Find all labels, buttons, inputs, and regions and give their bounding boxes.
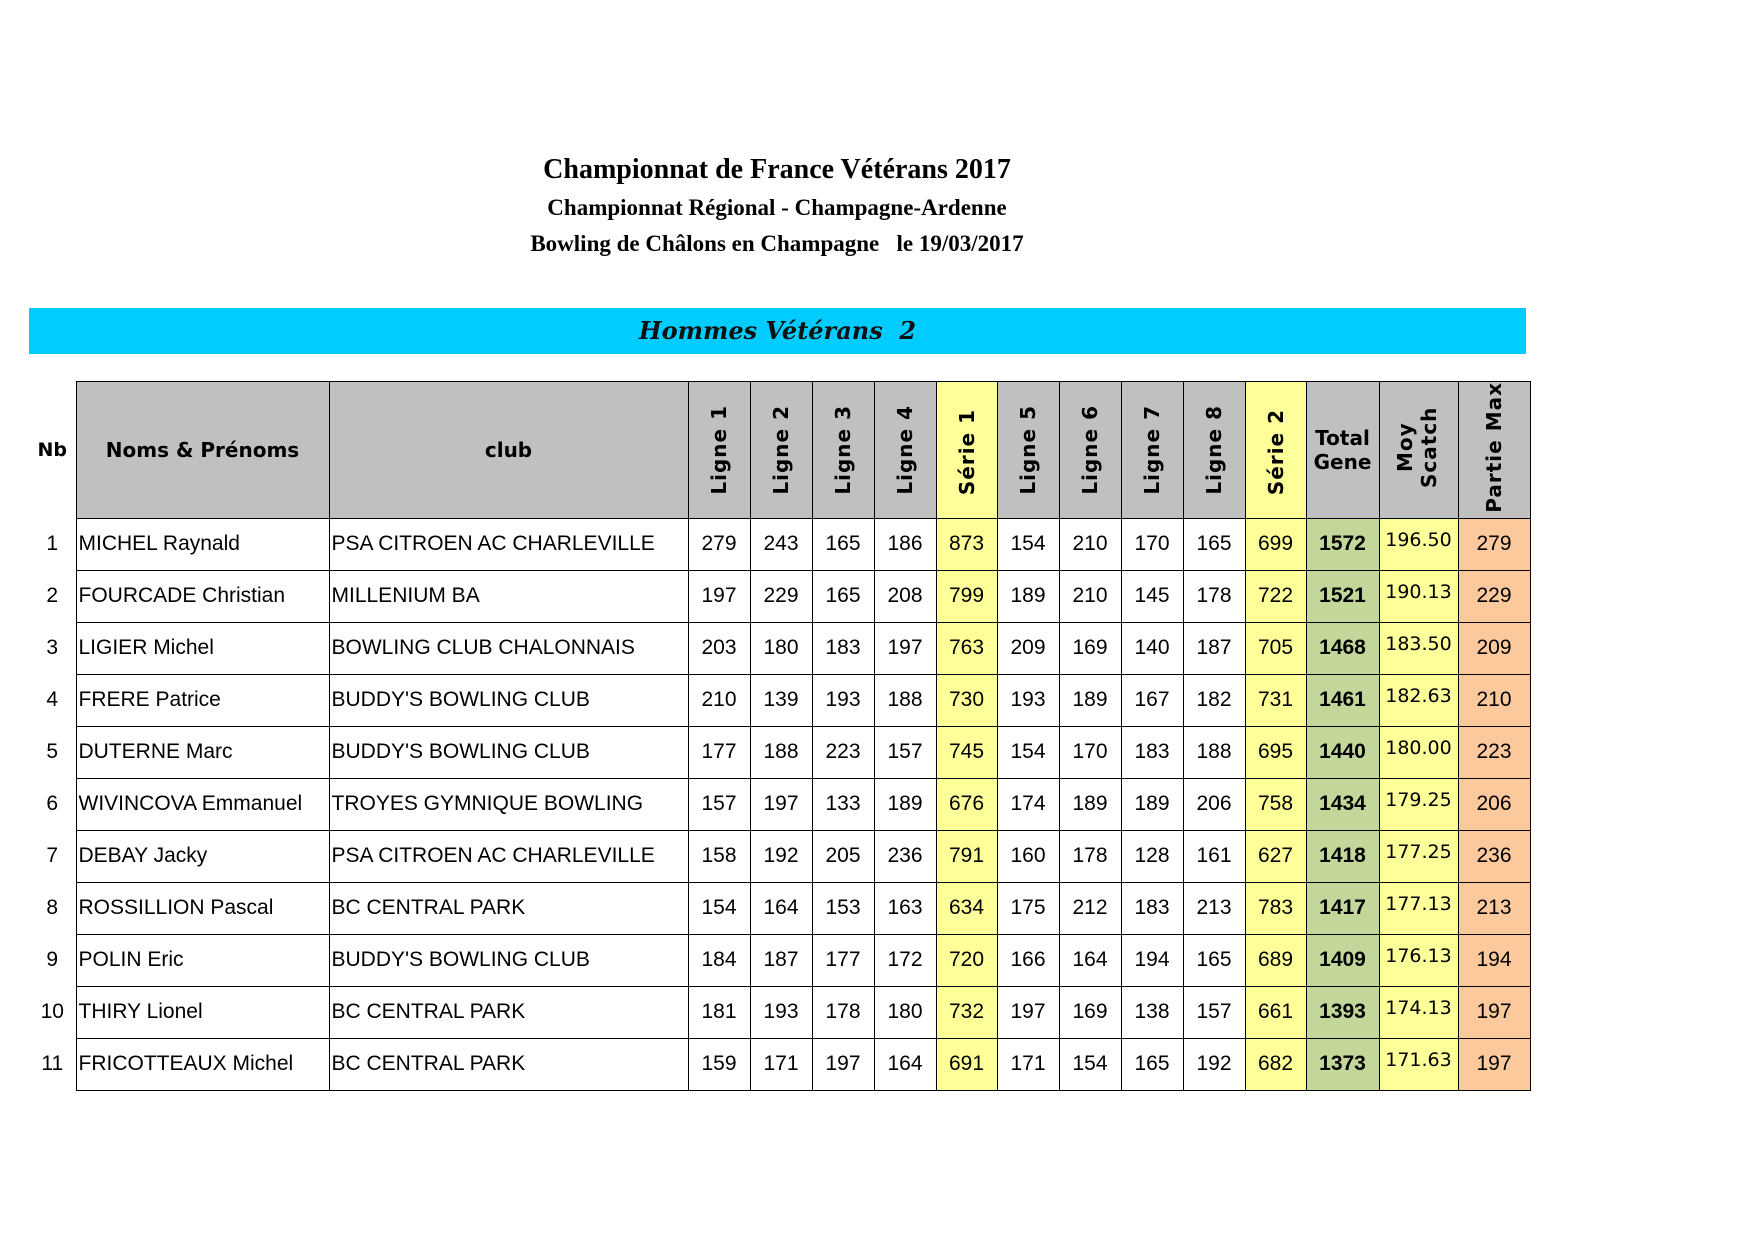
ligne-5-cell: 166 — [997, 934, 1059, 986]
ligne-7-cell: 145 — [1121, 570, 1183, 622]
table-header-row — [29, 382, 1530, 519]
serie-1-cell: 732 — [936, 986, 997, 1038]
partie-max-cell: 223 — [1458, 726, 1530, 778]
club-cell: BUDDY'S BOWLING CLUB — [329, 934, 688, 986]
name-cell: FRERE Patrice — [76, 674, 329, 726]
partie-max-cell: 210 — [1458, 674, 1530, 726]
ligne-3-cell: 205 — [812, 830, 874, 882]
moy-scratch-cell: 176.13 — [1379, 934, 1458, 986]
col-header-ligne-8: Ligne 8 — [1183, 382, 1245, 519]
serie-1-cell: 799 — [936, 570, 997, 622]
ligne-6-cell: 189 — [1059, 778, 1121, 830]
ligne-3-cell: 193 — [812, 674, 874, 726]
table-row — [29, 726, 1530, 778]
col-header-ligne-2: Ligne 2 — [750, 382, 812, 519]
ligne-6-cell: 210 — [1059, 570, 1121, 622]
ligne-7-cell: 140 — [1121, 622, 1183, 674]
total-cell: 1373 — [1306, 1038, 1379, 1090]
partie-max-cell: 229 — [1458, 570, 1530, 622]
ligne-3-cell: 165 — [812, 570, 874, 622]
page-title: Championnat de France Vétérans 2017 — [543, 154, 1011, 185]
serie-2-cell: 783 — [1245, 882, 1306, 934]
total-cell: 1434 — [1306, 778, 1379, 830]
ligne-3-cell: 153 — [812, 882, 874, 934]
ligne-1-cell: 157 — [688, 778, 750, 830]
rank-cell: 10 — [29, 986, 76, 1038]
ligne-1-cell: 181 — [688, 986, 750, 1038]
ligne-4-cell: 180 — [874, 986, 936, 1038]
name-cell: ROSSILLION Pascal — [76, 882, 329, 934]
rank-cell: 5 — [29, 726, 76, 778]
name-cell: THIRY Lionel — [76, 986, 329, 1038]
ligne-2-cell: 192 — [750, 830, 812, 882]
ligne-2-cell: 243 — [750, 518, 812, 570]
ligne-4-cell: 189 — [874, 778, 936, 830]
serie-2-cell: 689 — [1245, 934, 1306, 986]
table-row — [29, 570, 1530, 622]
ligne-3-cell: 183 — [812, 622, 874, 674]
table-row — [29, 674, 1530, 726]
ligne-4-cell: 186 — [874, 518, 936, 570]
moy-scratch-cell: 180.00 — [1379, 726, 1458, 778]
ligne-3-cell: 165 — [812, 518, 874, 570]
document-header — [0, 150, 1554, 262]
ligne-2-cell: 139 — [750, 674, 812, 726]
total-cell: 1440 — [1306, 726, 1379, 778]
name-cell: FOURCADE Christian — [76, 570, 329, 622]
table-row — [29, 830, 1530, 882]
rank-cell: 1 — [29, 518, 76, 570]
moy-scratch-cell: 196.50 — [1379, 518, 1458, 570]
partie-max-cell: 197 — [1458, 1038, 1530, 1090]
partie-max-cell: 279 — [1458, 518, 1530, 570]
col-header-ligne-4: Ligne 4 — [874, 382, 936, 519]
partie-max-cell: 236 — [1458, 830, 1530, 882]
ligne-2-cell: 187 — [750, 934, 812, 986]
ligne-6-cell: 169 — [1059, 622, 1121, 674]
serie-1-cell: 720 — [936, 934, 997, 986]
table-row — [29, 622, 1530, 674]
club-cell: BC CENTRAL PARK — [329, 882, 688, 934]
ligne-1-cell: 177 — [688, 726, 750, 778]
moy-scratch-cell: 182.63 — [1379, 674, 1458, 726]
ligne-5-cell: 197 — [997, 986, 1059, 1038]
table-row — [29, 518, 1530, 570]
ligne-5-cell: 175 — [997, 882, 1059, 934]
ligne-2-cell: 188 — [750, 726, 812, 778]
ligne-5-cell: 160 — [997, 830, 1059, 882]
col-header-club: club — [329, 382, 688, 519]
ligne-2-cell: 193 — [750, 986, 812, 1038]
ligne-8-cell: 182 — [1183, 674, 1245, 726]
name-cell: DEBAY Jacky — [76, 830, 329, 882]
ligne-7-cell: 170 — [1121, 518, 1183, 570]
table-row — [29, 934, 1530, 986]
ligne-8-cell: 157 — [1183, 986, 1245, 1038]
ligne-8-cell: 178 — [1183, 570, 1245, 622]
club-cell: MILLENIUM BA — [329, 570, 688, 622]
ligne-6-cell: 164 — [1059, 934, 1121, 986]
rank-cell: 11 — [29, 1038, 76, 1090]
ligne-1-cell: 184 — [688, 934, 750, 986]
serie-2-cell: 731 — [1245, 674, 1306, 726]
ligne-7-cell: 128 — [1121, 830, 1183, 882]
club-cell: BUDDY'S BOWLING CLUB — [329, 726, 688, 778]
club-cell: BC CENTRAL PARK — [329, 1038, 688, 1090]
serie-1-cell: 745 — [936, 726, 997, 778]
ligne-2-cell: 171 — [750, 1038, 812, 1090]
ligne-3-cell: 177 — [812, 934, 874, 986]
ligne-6-cell: 170 — [1059, 726, 1121, 778]
ligne-8-cell: 187 — [1183, 622, 1245, 674]
total-cell: 1393 — [1306, 986, 1379, 1038]
col-header-ligne-3: Ligne 3 — [812, 382, 874, 519]
moy-scratch-cell: 174.13 — [1379, 986, 1458, 1038]
total-cell: 1418 — [1306, 830, 1379, 882]
ligne-6-cell: 212 — [1059, 882, 1121, 934]
ligne-1-cell: 154 — [688, 882, 750, 934]
partie-max-cell: 206 — [1458, 778, 1530, 830]
col-header-ligne-7: Ligne 7 — [1121, 382, 1183, 519]
ligne-3-cell: 197 — [812, 1038, 874, 1090]
club-cell: BC CENTRAL PARK — [329, 986, 688, 1038]
ligne-4-cell: 164 — [874, 1038, 936, 1090]
serie-2-cell: 705 — [1245, 622, 1306, 674]
rank-cell: 9 — [29, 934, 76, 986]
rank-cell: 3 — [29, 622, 76, 674]
page-subtitle: Championnat Régional - Champagne-Ardenne — [547, 195, 1007, 220]
moy-scratch-cell: 177.25 — [1379, 830, 1458, 882]
name-cell: DUTERNE Marc — [76, 726, 329, 778]
col-header-partie-max: Partie Max — [1458, 382, 1530, 519]
col-header-ligne-6: Ligne 6 — [1059, 382, 1121, 519]
ligne-5-cell: 154 — [997, 726, 1059, 778]
partie-max-cell: 209 — [1458, 622, 1530, 674]
ligne-2-cell: 164 — [750, 882, 812, 934]
col-header-nb: Nb — [29, 382, 76, 519]
club-cell: PSA CITROEN AC CHARLEVILLE — [329, 830, 688, 882]
ligne-4-cell: 208 — [874, 570, 936, 622]
ligne-4-cell: 172 — [874, 934, 936, 986]
col-header-name: Noms & Prénoms — [76, 382, 329, 519]
serie-1-cell: 763 — [936, 622, 997, 674]
ligne-2-cell: 229 — [750, 570, 812, 622]
table-row — [29, 1038, 1530, 1090]
category-banner: Hommes Vétérans 2 — [29, 308, 1526, 354]
serie-2-cell: 682 — [1245, 1038, 1306, 1090]
ligne-5-cell: 171 — [997, 1038, 1059, 1090]
col-header-serie-2: Série 2 — [1245, 382, 1306, 519]
col-header-ligne-1: Ligne 1 — [688, 382, 750, 519]
ligne-8-cell: 165 — [1183, 934, 1245, 986]
results-table — [29, 381, 1531, 1091]
club-cell: TROYES GYMNIQUE BOWLING — [329, 778, 688, 830]
moy-scratch-cell: 190.13 — [1379, 570, 1458, 622]
ligne-5-cell: 174 — [997, 778, 1059, 830]
ligne-7-cell: 189 — [1121, 778, 1183, 830]
ligne-7-cell: 167 — [1121, 674, 1183, 726]
rank-cell: 4 — [29, 674, 76, 726]
total-cell: 1572 — [1306, 518, 1379, 570]
ligne-1-cell: 203 — [688, 622, 750, 674]
serie-2-cell: 699 — [1245, 518, 1306, 570]
name-cell: MICHEL Raynald — [76, 518, 329, 570]
serie-2-cell: 758 — [1245, 778, 1306, 830]
ligne-8-cell: 188 — [1183, 726, 1245, 778]
ligne-4-cell: 188 — [874, 674, 936, 726]
serie-1-cell: 676 — [936, 778, 997, 830]
serie-1-cell: 873 — [936, 518, 997, 570]
rank-cell: 6 — [29, 778, 76, 830]
ligne-5-cell: 189 — [997, 570, 1059, 622]
ligne-6-cell: 154 — [1059, 1038, 1121, 1090]
name-cell: POLIN Eric — [76, 934, 329, 986]
ligne-6-cell: 189 — [1059, 674, 1121, 726]
col-header-ligne-5: Ligne 5 — [997, 382, 1059, 519]
ligne-2-cell: 180 — [750, 622, 812, 674]
serie-1-cell: 730 — [936, 674, 997, 726]
ligne-6-cell: 169 — [1059, 986, 1121, 1038]
ligne-4-cell: 157 — [874, 726, 936, 778]
moy-scratch-cell: 179.25 — [1379, 778, 1458, 830]
ligne-7-cell: 138 — [1121, 986, 1183, 1038]
club-cell: BUDDY'S BOWLING CLUB — [329, 674, 688, 726]
rank-cell: 2 — [29, 570, 76, 622]
ligne-5-cell: 154 — [997, 518, 1059, 570]
ligne-3-cell: 133 — [812, 778, 874, 830]
total-cell: 1461 — [1306, 674, 1379, 726]
serie-2-cell: 627 — [1245, 830, 1306, 882]
club-cell: BOWLING CLUB CHALONNAIS — [329, 622, 688, 674]
moy-scratch-cell: 177.13 — [1379, 882, 1458, 934]
partie-max-cell: 213 — [1458, 882, 1530, 934]
serie-2-cell: 722 — [1245, 570, 1306, 622]
ligne-7-cell: 165 — [1121, 1038, 1183, 1090]
table-row — [29, 882, 1530, 934]
serie-1-cell: 634 — [936, 882, 997, 934]
ligne-1-cell: 197 — [688, 570, 750, 622]
club-cell: PSA CITROEN AC CHARLEVILLE — [329, 518, 688, 570]
ligne-8-cell: 161 — [1183, 830, 1245, 882]
table-row — [29, 986, 1530, 1038]
total-cell: 1417 — [1306, 882, 1379, 934]
partie-max-cell: 197 — [1458, 986, 1530, 1038]
ligne-5-cell: 193 — [997, 674, 1059, 726]
total-cell: 1521 — [1306, 570, 1379, 622]
serie-1-cell: 691 — [936, 1038, 997, 1090]
ligne-3-cell: 223 — [812, 726, 874, 778]
ligne-7-cell: 183 — [1121, 726, 1183, 778]
ligne-8-cell: 213 — [1183, 882, 1245, 934]
venue-date: Bowling de Châlons en Champagne le 19/03/2017 — [530, 231, 1024, 256]
total-cell: 1409 — [1306, 934, 1379, 986]
ligne-4-cell: 236 — [874, 830, 936, 882]
rank-cell: 8 — [29, 882, 76, 934]
total-cell: 1468 — [1306, 622, 1379, 674]
ligne-4-cell: 163 — [874, 882, 936, 934]
ligne-8-cell: 165 — [1183, 518, 1245, 570]
table-row — [29, 778, 1530, 830]
col-header-total: Total Gene — [1306, 382, 1379, 519]
rank-cell: 7 — [29, 830, 76, 882]
ligne-7-cell: 194 — [1121, 934, 1183, 986]
partie-max-cell: 194 — [1458, 934, 1530, 986]
name-cell: FRICOTTEAUX Michel — [76, 1038, 329, 1090]
ligne-1-cell: 210 — [688, 674, 750, 726]
ligne-6-cell: 178 — [1059, 830, 1121, 882]
serie-1-cell: 791 — [936, 830, 997, 882]
col-header-serie-1: Série 1 — [936, 382, 997, 519]
ligne-6-cell: 210 — [1059, 518, 1121, 570]
ligne-3-cell: 178 — [812, 986, 874, 1038]
serie-2-cell: 695 — [1245, 726, 1306, 778]
ligne-4-cell: 197 — [874, 622, 936, 674]
name-cell: LIGIER Michel — [76, 622, 329, 674]
ligne-2-cell: 197 — [750, 778, 812, 830]
ligne-1-cell: 279 — [688, 518, 750, 570]
moy-scratch-cell: 171.63 — [1379, 1038, 1458, 1090]
name-cell: WIVINCOVA Emmanuel — [76, 778, 329, 830]
ligne-7-cell: 183 — [1121, 882, 1183, 934]
ligne-8-cell: 206 — [1183, 778, 1245, 830]
col-header-moy: Moy Scatch — [1379, 382, 1458, 519]
serie-2-cell: 661 — [1245, 986, 1306, 1038]
ligne-8-cell: 192 — [1183, 1038, 1245, 1090]
ligne-5-cell: 209 — [997, 622, 1059, 674]
moy-scratch-cell: 183.50 — [1379, 622, 1458, 674]
ligne-1-cell: 159 — [688, 1038, 750, 1090]
ligne-1-cell: 158 — [688, 830, 750, 882]
